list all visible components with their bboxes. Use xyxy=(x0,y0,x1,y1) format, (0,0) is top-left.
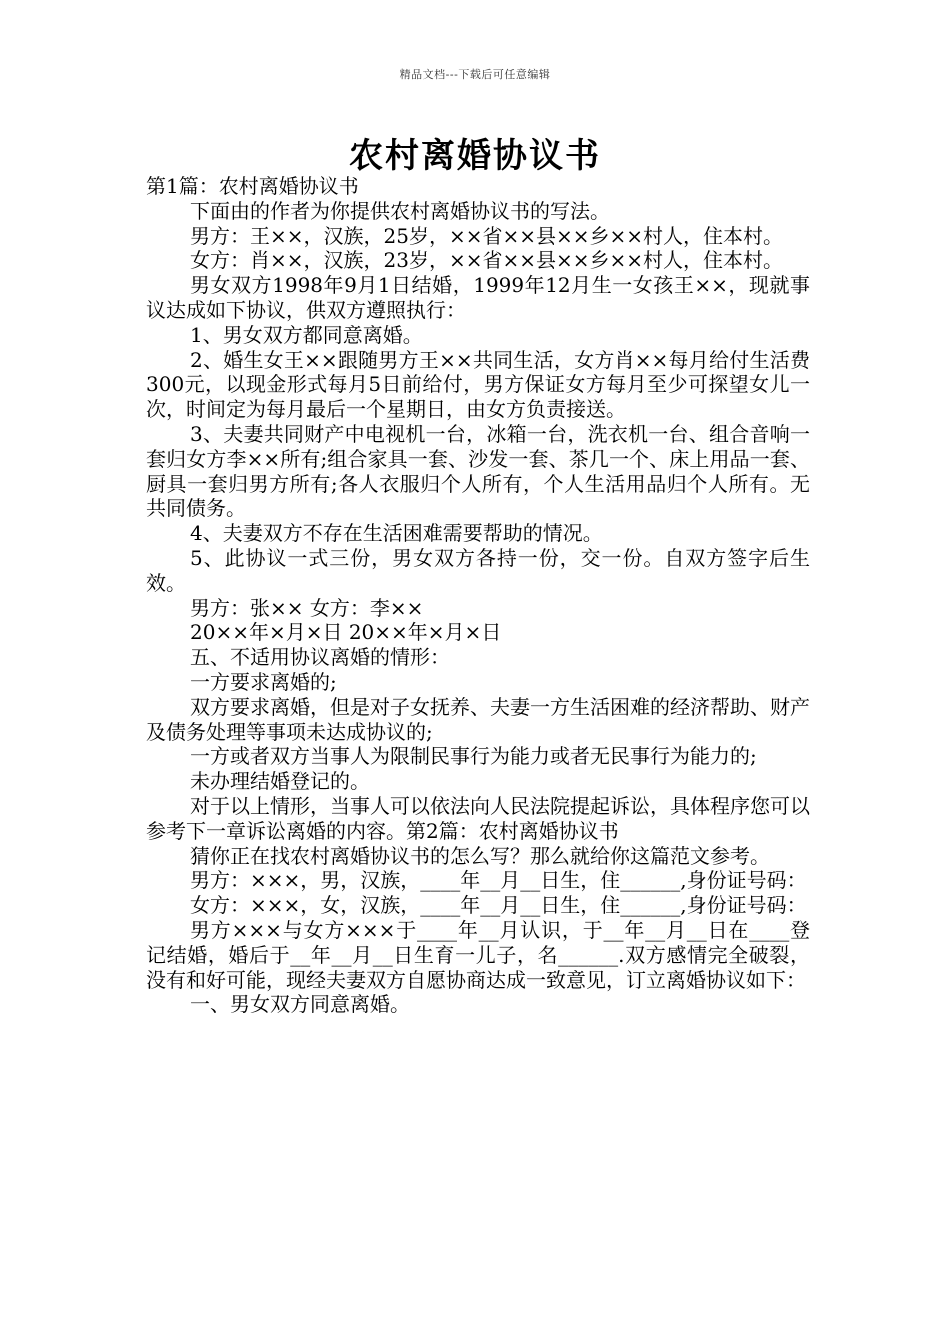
body-paragraph: 4、夫妻双方不存在生活困难需要帮助的情况。 xyxy=(190,521,603,546)
body-paragraph: 男方：×××，男，汉族，____年__月__日生，住______,身份证号码： xyxy=(190,868,807,893)
document-title: 农村离婚协议书 xyxy=(349,136,601,176)
body-paragraph: 一方或者双方当事人为限制民事行为能力或者无民事行为能力的; xyxy=(190,744,757,769)
header-note: 精品文档---下载后可任意编辑 xyxy=(399,68,551,81)
body-paragraph: 5、此协议一式三份，男女双方各持一份，交一份。自双方签字后生效。 xyxy=(146,545,810,595)
body-paragraph: 猜你正在找农村离婚协议书的怎么写？那么就给你这篇范文参考。 xyxy=(190,843,770,868)
body-paragraph: 男方×××与女方×××于____年__月认识，于__年__月__日在____登记结婚，婚后于__年__月__日生育一儿子，名______.双方感情完全破裂，没有和好可能，现经夫妻双方自愿协商达成一致意见，订立离婚协议如下： xyxy=(146,917,810,992)
body-paragraph: 1、男女双方都同意离婚。 xyxy=(190,322,423,347)
body-paragraph: 女方：肖××，汉族，23岁，××省××县××乡××村人，住本村。 xyxy=(190,248,784,273)
signature-line: 男方：张×× 女方：李×× xyxy=(190,595,424,620)
date-line: 20××年×月×日 20××年×月×日 xyxy=(190,620,502,645)
body-paragraph: 一、男女双方同意离婚。 xyxy=(190,992,410,1017)
body-paragraph: 男方：王××，汉族，25岁，××省××县××乡××村人，住本村。 xyxy=(190,223,784,248)
body-paragraph: 下面由的作者为你提供农村离婚协议书的写法。 xyxy=(190,198,610,223)
body-paragraph: 未办理结婚登记的。 xyxy=(190,769,370,794)
body-paragraph: 对于以上情形，当事人可以依法向人民法院提起诉讼，具体程序您可以参考下一章诉讼离婚的内容。第2篇：农村离婚协议书 xyxy=(146,793,810,843)
body-paragraph: 第1篇：农村离婚协议书 xyxy=(146,174,359,198)
body-paragraph: 一方要求离婚的; xyxy=(190,669,337,694)
document-body xyxy=(146,174,810,1017)
body-paragraph: 男女双方1998年9月1日结婚，1999年12月生一女孩王××，现就事议达成如下协议，供双方遵照执行： xyxy=(146,273,810,322)
body-paragraph: 双方要求离婚，但是对子女抚养、夫妻一方生活困难的经济帮助、财产及债务处理等事项未达成协议的; xyxy=(146,694,810,744)
body-paragraph: 3、夫妻共同财产中电视机一台，冰箱一台，洗衣机一台、组合音响一套归女方李××所有;组合家具一套、沙发一套、茶几一个、床上用品一套、厨具一套归男方所有;各人衣服归个人所有，个人生活用品归个人所有。无共同债务。 xyxy=(146,421,810,521)
section-heading: 五、不适用协议离婚的情形： xyxy=(190,645,450,670)
body-paragraph: 女方：×××，女，汉族，____年__月__日生，住______,身份证号码： xyxy=(190,893,807,918)
body-paragraph: 2、婚生女王××跟随男方王××共同生活，女方肖××每月给付生活费300元，以现金形式每月5日前给付，男方保证女方每月至少可探望女儿一次，时间定为每月最后一个星期日，由女方负责接送。 xyxy=(146,347,810,422)
